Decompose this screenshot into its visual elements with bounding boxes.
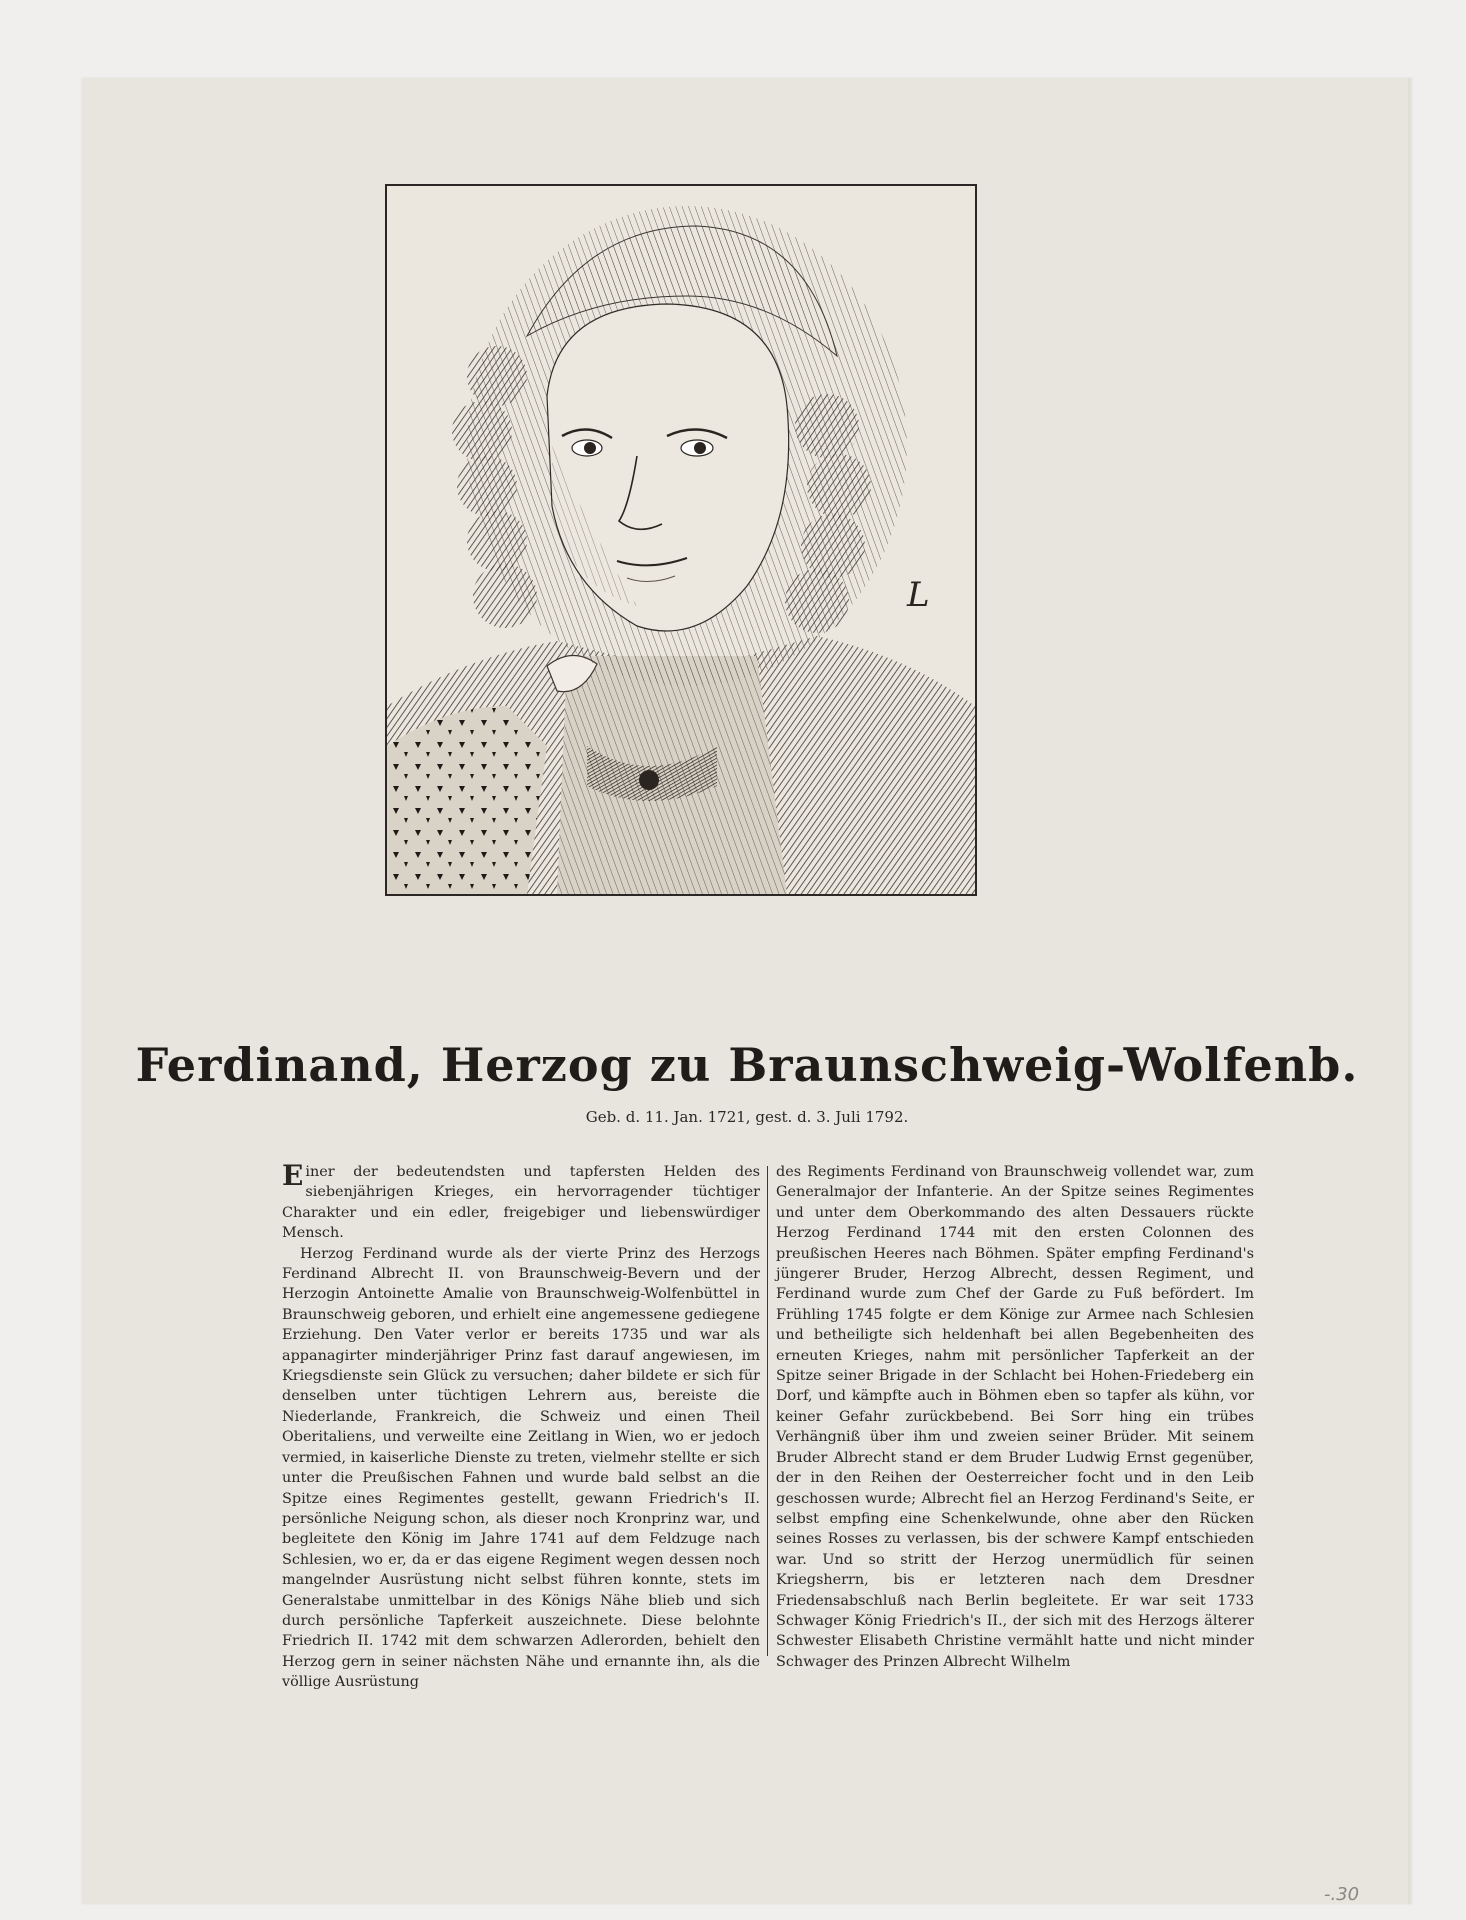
article-body <box>282 1159 1254 1691</box>
article-column-right <box>776 1162 1254 1670</box>
article-column-left <box>282 1159 760 1691</box>
paragraph: Einer der bedeutendsten und tapfersten Helden des siebenjährigen Krieges, ein hervorragender tüchtiger Charakter und ein edler, freigebiger und liebenswürdiger Mensch. <box>282 1159 760 1242</box>
page-subtitle: Geb. d. 11. Jan. 1721, gest. d. 3. Juli 1792. <box>585 1108 909 1126</box>
portrait-engraving <box>385 184 977 896</box>
artist-monogram: L <box>907 575 930 615</box>
pencil-annotation: -.30 <box>1324 1884 1360 1905</box>
drop-cap: E <box>282 1159 304 1192</box>
column-divider <box>767 1166 768 1656</box>
page-title: Ferdinand, Herzog zu Braunschweig-Wolfenb. <box>135 1038 1359 1092</box>
paragraph: des Regiments Ferdinand von Braunschweig vollendet war, zum Generalmajor der Infanterie. An der Spitze seines Regimentes und unter dem Oberkommando des alten Dessauers rückte Herzog Ferdinand 1744 mit den ersten Colonnen des preußischen Heeres nach Böhmen. Später empfing Ferdinand's jüngerer Bruder, Herzog Albrecht, dessen Regiment, und Ferdinand wurde zum Chef der Garde zu Fuß befördert. Im Frühling 1745 folgte er dem Könige zur Armee nach Schlesien und betheiligte sich heldenhaft bei allen Begebenheiten des erneuten Krieges, nahm mit persönlicher Tapferkeit an der Spitze seiner Brigade in der Schlacht bei Hohen-Friedeberg ein Dorf, und kämpfte auch in Böhmen eben so tapfer als kühn, vor keiner Gefahr zurückbebend. Bei Sorr hing ein trübes Verhängniß über ihm und zweien seiner Brüder. Mit seinem Bruder Albrecht stand er dem Bruder Ludwig Ernst gegenüber, der in den Reihen der Oesterreicher focht und in den Leib geschossen wurde; Albrecht fiel an Herzog Ferdinand's Seite, er selbst empfing eine Schenkelwunde, ohne aber den Rücken seines Rosses zu verlassen, bis der schwere Kampf entschieden war. Und so stritt der Herzog unermüdlich für seinen Kriegsherrn, bis er letzteren nach dem Dresdner Friedensabschluß nach Berlin begleitete. Er war seit 1733 Schwager König Friedrich's II., der sich mit des Herzogs älterer Schwester Elisabeth Christine vermählt hatte und nicht minder Schwager des Prinzen Albrecht Wilhelm <box>776 1164 1254 1670</box>
paragraph: Herzog Ferdinand wurde als der vierte Prinz des Herzogs Ferdinand Albrecht II. von Braunschweig-Bevern und der Herzogin Antoinette Amalie von Braunschweig-Wolfenbüttel in Braunschweig geboren, und erhielt eine angemessene gediegene Erziehung. Den Vater verlor er bereits 1735 und war als appanagirter minderjähriger Prinz fast darauf angewiesen, im Kriegsdienste sein Glück zu versuchen; daher bildete er sich für denselben unter tüchtigen Lehrern aus, bereiste die Niederlande, Frankreich, die Schweiz und einen Theil Oberitaliens, und verweilte eine Zeitlang in Wien, wo er jedoch vermied, in kaiserliche Dienste zu treten, vielmehr stellte er sich unter die Preußischen Fahnen und wurde bald selbst an die Spitze eines Regimentes gestellt, gewann Friedrich's II. persönliche Neigung schon, als dieser noch Kronprinz war, und begleitete den König im Jahre 1741 auf dem Feldzuge nach Schlesien, wo er, da er das eigene Regiment wegen dessen noch mangelnder Ausrüstung nicht selbst führen konnte, stets im Generalstabe unmittelbar in des Königs Nähe blieb und sich durch persönliche Tapferkeit auszeichnete. Diese belohnte Friedrich II. 1742 mit dem schwarzen Adlerorden, behielt den Herzog gern in seiner nächsten Nähe und ernannte ihn, als die völlige Ausrüstung <box>282 1245 760 1691</box>
